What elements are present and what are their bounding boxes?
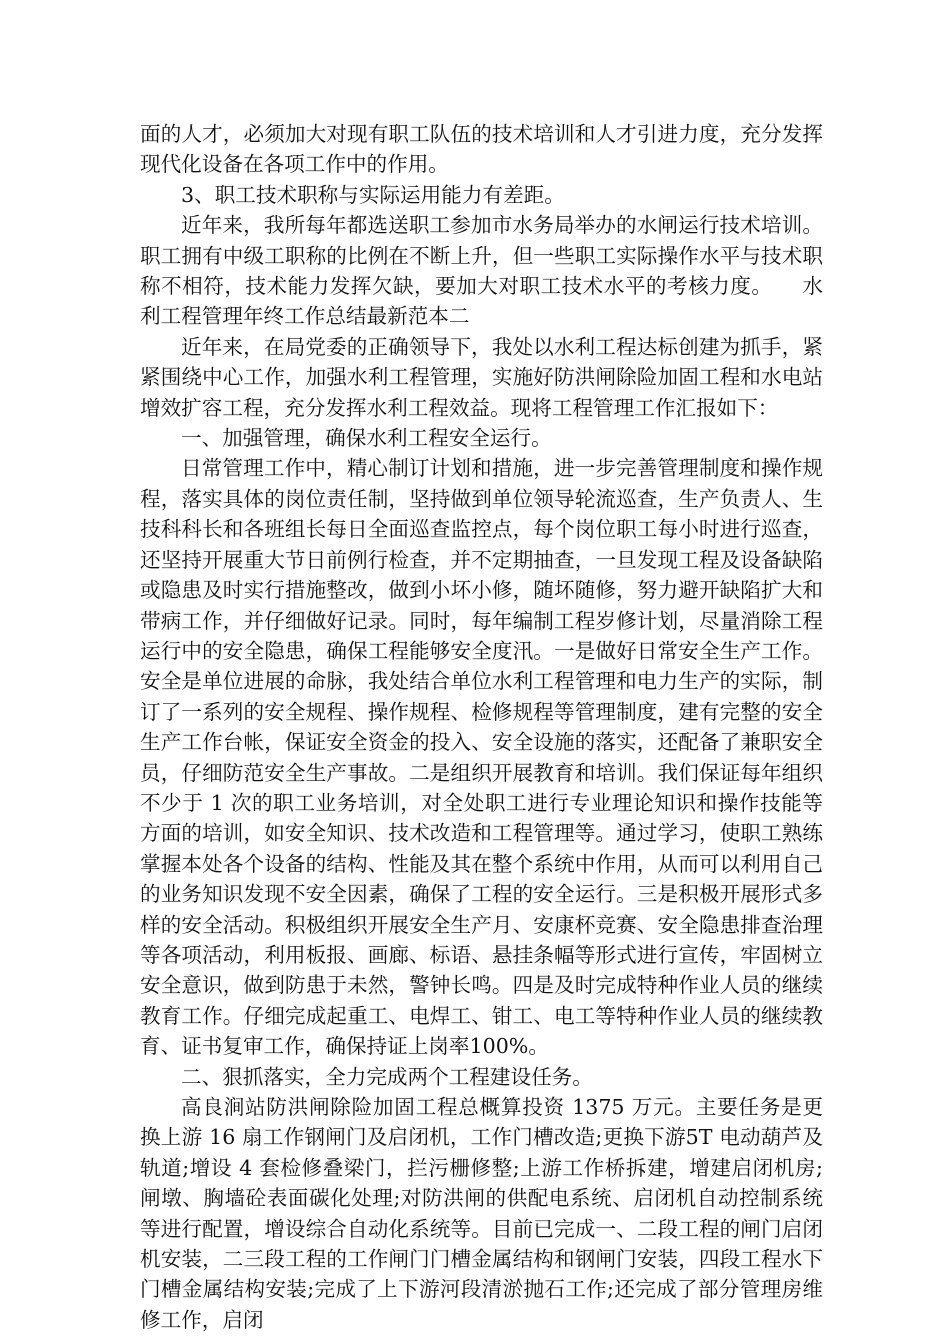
section-title-template-two: 水利工程管理年终工作总结最新范本二: [140, 274, 823, 329]
paragraph-staff-skills: [140, 210, 823, 332]
paragraph-talent-training: 面的人才，必须加大对现有职工队伍的技术培训和人才引进力度，充分发挥现代化设备在各项工作中的作用。: [140, 122, 823, 177]
paragraph-reinforcement-project: 高良涧站防洪闸除险加固工程总概算投资 1375 万元。主要任务是更换上游 16 扇工作钢闸门及启闭机，工作门槽改造;更换下游5T 电动葫芦及轨道;增设 4 套检修叠梁门，拦污栅修整;上游工作桥拆建，增建启闭机房;闸墩、胸墙砼表面碳化处理;对防洪闸的供配电系统、启闭机自动控制系统等进行配置，增设综合自动化系统等。目前已完成一、二段工程的闸门启闭机安装，二三段工程的工作闸门门槽金属结构和钢闸门安装，四段工程水下门槽金属结构安装;完成了上下游河段清淤抛石工作;还完成了部分管理房维修工作，启闭: [140, 1095, 823, 1332]
paragraph-intro: 近年来，在局党委的正确领导下，我处以水利工程达标创建为抓手，紧紧围绕中心工作，加强水利工程管理，实施好防洪闸除险加固工程和水电站增效扩容工程，充分发挥水利工程效益。现将工程管理工作汇报如下：: [140, 334, 823, 420]
paragraph-staff-skills-text: 近年来，我所每年都选送职工参加市水务局举办的水闸运行技术培训。职工拥有中级工职称的比例在不断上升，但一些职工实际操作水平与技术职称不相符，技术能力发挥欠缺，要加大对职工技术水平的考核力度。: [140, 213, 823, 299]
heading-item-3: 3、职工技术职称与实际运用能力有差距。: [181, 182, 565, 207]
heading-section-2: 二、狠抓落实，全力完成两个工程建设任务。: [181, 1064, 593, 1089]
document-body: [140, 119, 823, 1335]
heading-section-1: 一、加强管理，确保水利工程安全运行。: [181, 426, 552, 451]
paragraph-daily-management: 日常管理工作中，精心制订计划和措施，进一步完善管理制度和操作规程，落实具体的岗位责任制，坚持做到单位领导轮流巡查，生产负责人、生技科科长和各班组长每日全面巡查监控点，每个岗位职工每小时进行巡查，还坚持开展重大节日前例行检查，并不定期抽查，一旦发现工程及设备缺陷或隐患及时实行措施整改，做到小坏小修，随坏随修，努力避开缺陷扩大和带病工作，并仔细做好记录。同时，每年编制工程岁修计划，尽量消除工程运行中的安全隐患，确保工程能够安全度汛。一是做好日常安全生产工作。安全是单位进展的命脉，我处结合单位水利工程管理和电力生产的实际，制订了一系列的安全规程、操作规程、检修规程等管理制度，建有完整的安全生产工作台帐，保证安全资金的投入、安全设施的落实，还配备了兼职安全员，仔细防范安全生产事故。二是组织开展教育和培训。我们保证每年组织不少于 1 次的职工业务培训，对全处职工进行专业理论知识和操作技能等方面的培训，如安全知识、技术改造和工程管理等。通过学习，使职工熟练掌握本处各个设备的结构、性能及其在整个系统中作用，从而可以利用自己的业务知识发现不安全因素，确保了工程的安全运行。三是积极开展形式多样的安全活动。积极组织开展安全生产月、安康杯竞赛、安全隐患排查治理等各项活动，利用板报、画廊、标语、悬挂条幅等形式进行宣传，牢固树立安全意识，做到防患于未然，警钟长鸣。四是及时完成特种作业人员的继续教育工作。仔细完成起重工、电焊工、钳工、电工等特种作业人员的继续教育、证书复审工作，确保持证上岗率100%。: [140, 456, 823, 1059]
